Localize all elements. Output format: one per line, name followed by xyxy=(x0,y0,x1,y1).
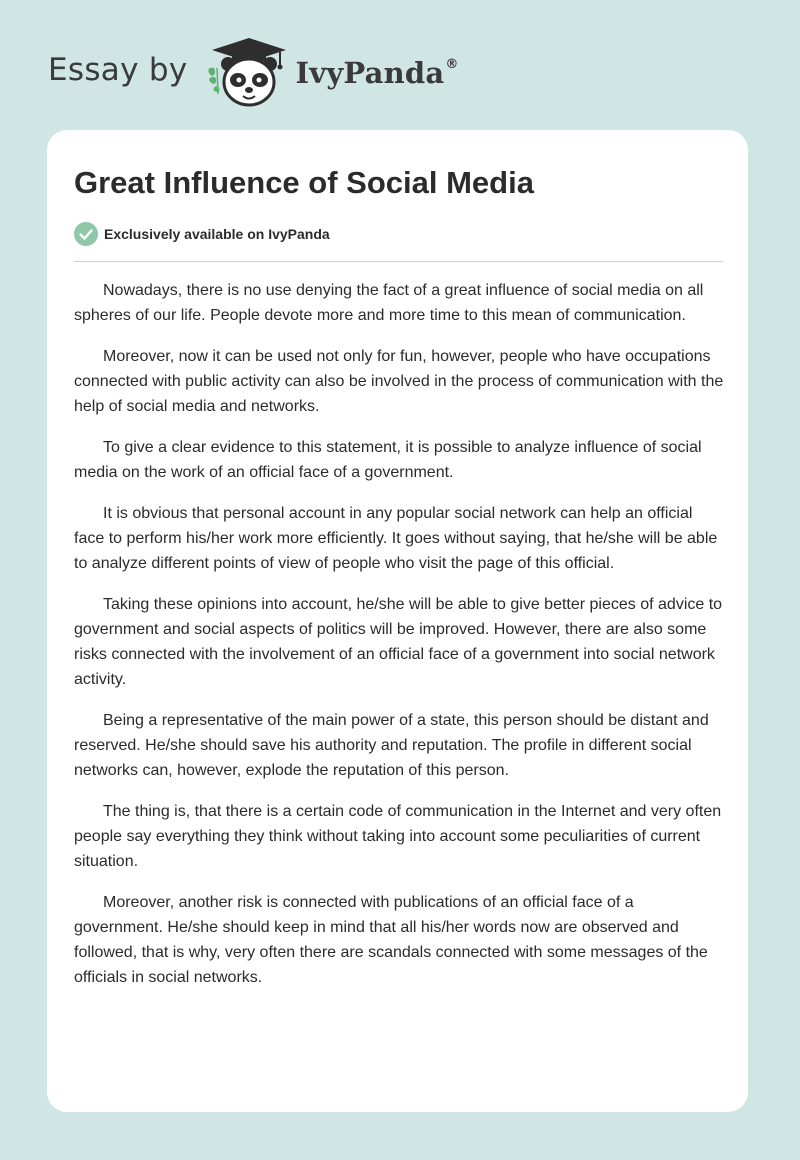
page-title: Great Influence of Social Media xyxy=(74,165,534,200)
brand-prefix: Essay by xyxy=(48,52,188,88)
paragraph: Being a representative of the main power of a state, this person should be distant and reserved. He/she should save his authority and reputation. The profile in different social networks can, however, explode the reputation of this person. xyxy=(74,712,709,779)
badge-text: Exclusively available on IvyPanda xyxy=(104,226,330,242)
paragraph: Moreover, another risk is connected with publications of an official face of a government. He/she should keep in mind that all his/her words now are observed and followed, that is why, very often there are scandals connected with some messages of the officials in social networks. xyxy=(74,894,708,986)
essay-card xyxy=(47,130,748,1112)
essay-body xyxy=(74,278,724,1006)
divider xyxy=(74,261,723,262)
paragraph: Moreover, now it can be used not only for fun, however, people who have occupations connected with public activity can also be involved in the process of communication with the help of social media and networks. xyxy=(74,348,724,415)
paragraph: It is obvious that personal account in any popular social network can help an official face to perform his/her work more efficiently. It goes without saying, that he/she will be able to analyze different points of view of people who visit the page of this official. xyxy=(74,505,718,572)
registered-mark: ® xyxy=(445,56,459,72)
paragraph: To give a clear evidence to this statement, it is possible to analyze influence of social media on the work of an official face of a government. xyxy=(74,439,702,481)
exclusive-badge xyxy=(74,222,330,246)
paragraph: The thing is, that there is a certain code of communication in the Internet and very often people say everything they think without taking into account some peculiarities of current situation. xyxy=(74,803,722,870)
brand-name: IvyPanda xyxy=(295,56,445,90)
paragraph: Nowadays, there is no use denying the fact of a great influence of social media on all spheres of our life. People devote more and more time to this mean of communication. xyxy=(74,282,704,324)
panda-graduate-icon[interactable] xyxy=(206,36,292,108)
check-circle-icon xyxy=(74,222,98,246)
brand-header xyxy=(48,36,458,108)
paragraph: Taking these opinions into account, he/she will be able to give better pieces of advice to government and social aspects of politics will be improved. However, there are also some risks connected with the involvement of an official face of a government into social network activity. xyxy=(74,596,723,688)
